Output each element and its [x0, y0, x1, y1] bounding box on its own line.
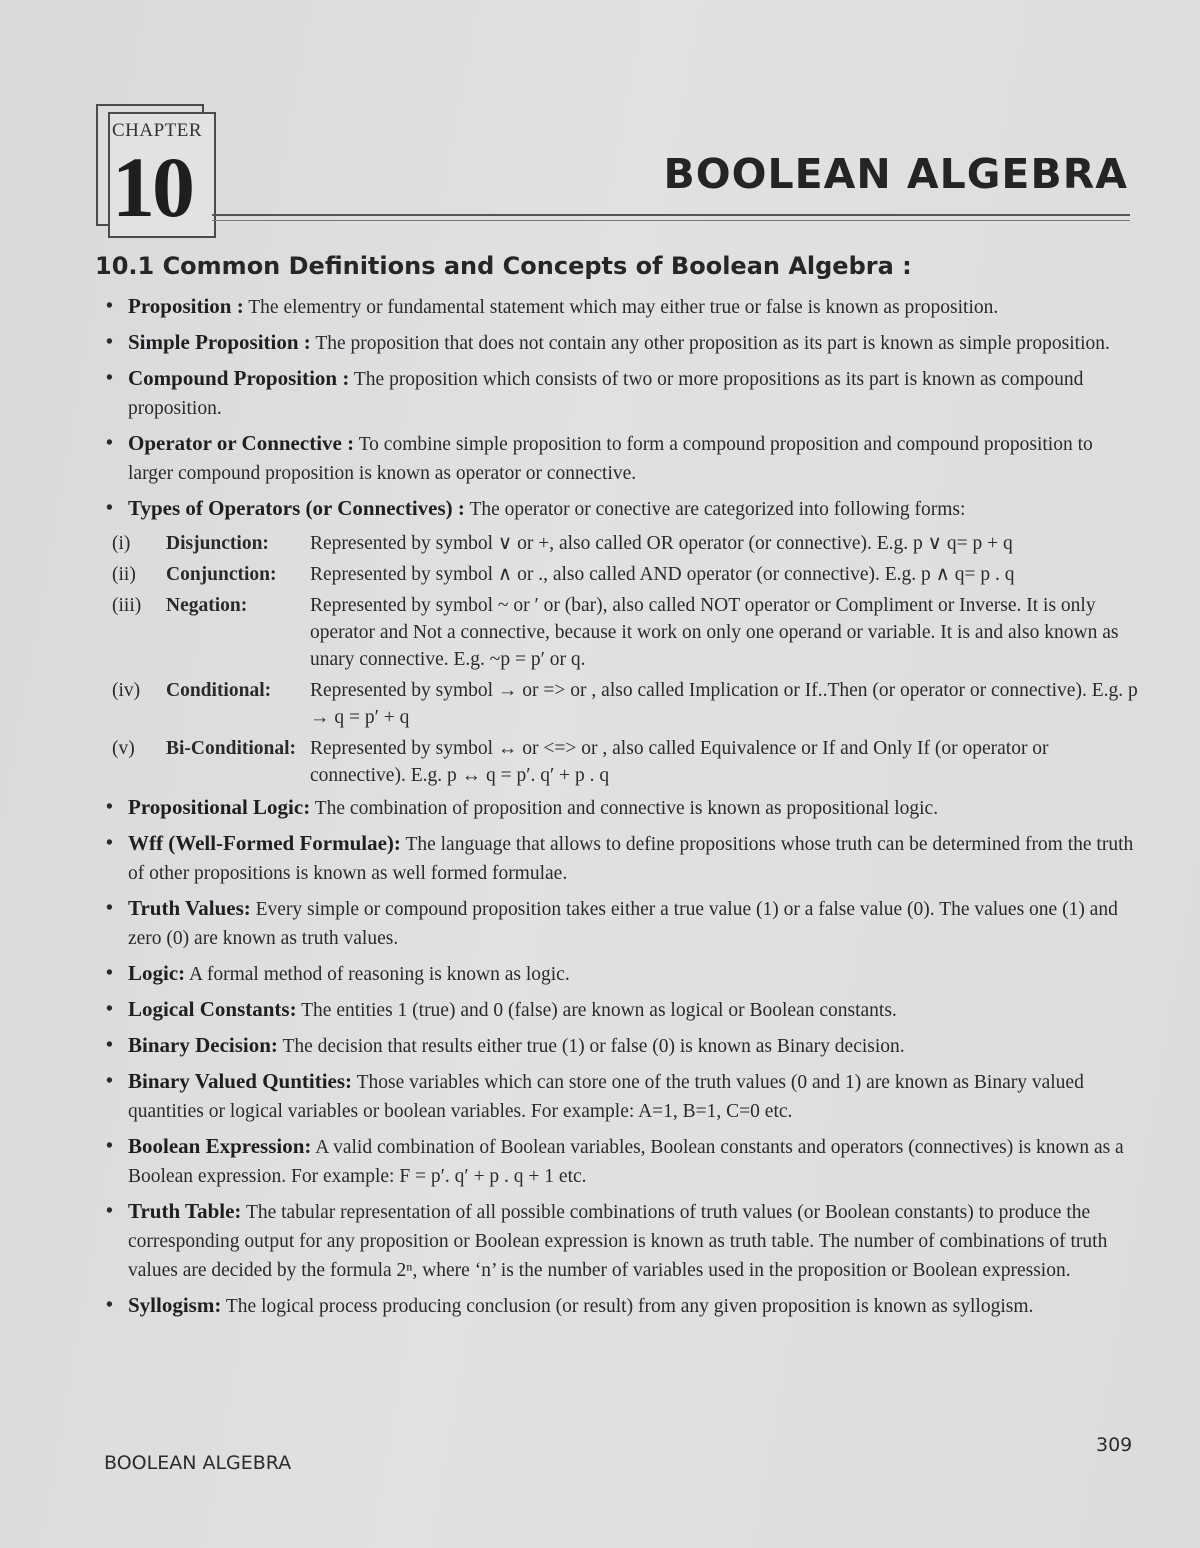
list-item — [100, 292, 1140, 322]
item-term: Compound Proposition : — [128, 366, 350, 390]
item-term: Types of Operators (or Connectives) : — [128, 496, 465, 520]
item-term: Logic: — [128, 961, 186, 985]
operator-number: (ii) — [112, 564, 136, 585]
operator-number: (v) — [112, 738, 135, 759]
item-term: Syllogism: — [128, 1293, 222, 1317]
operator-text: Represented by symbol ∨ or +, also called OR operator (or connective). E.g. p ∨ q= p + q — [310, 533, 1013, 554]
item-text: The decision that results either true (1) or false (0) is known as Binary decision. — [282, 1036, 905, 1057]
item-text: The proposition which consists of two or more propositions as its part is known as compound proposition. — [128, 369, 1084, 419]
operator-name: Conjunction: — [166, 564, 277, 585]
item-term: Truth Table: — [128, 1199, 242, 1223]
list-item — [100, 328, 1140, 358]
item-text: To combine simple proposition to form a compound proposition and compound proposition to larger compound proposition is known as operator or connective. — [128, 434, 1093, 484]
item-term: Proposition : — [128, 294, 244, 318]
item-term: Boolean Expression: — [128, 1134, 312, 1158]
operator-name: Bi-Conditional: — [166, 738, 297, 759]
operator-name: Negation: — [166, 595, 248, 616]
item-text: The tabular representation of all possible combinations of truth values (or Boolean constants) to produce the corresponding output for any proposition or Boolean expression is known as truth table. The number of combinations of truth values are decided by the formula 2ⁿ, where ‘n’ is the number of variables used in the proposition or Boolean expression. — [128, 1202, 1108, 1281]
chapter-number: 10 — [112, 139, 192, 235]
operator-text: Represented by symbol ↔ or <=> or , also called Equivalence or If and Only If (or operator or connective). E.g. p ↔ q = p′. q′ + p . q — [310, 738, 1049, 786]
operator-number: (i) — [112, 533, 131, 554]
list-item — [100, 1291, 1140, 1321]
definitions-list — [100, 292, 1140, 1327]
list-item — [100, 429, 1140, 488]
list-item — [100, 959, 1140, 989]
operator-item — [100, 561, 1140, 588]
operator-name: Disjunction: — [166, 533, 269, 554]
item-text: The language that allows to define propositions whose truth can be determined from the truth of other propositions is known as well formed formulae. — [128, 834, 1134, 884]
operator-text: Represented by symbol ∧ or ., also called AND operator (or connective). E.g. p ∧ q= p . q — [310, 564, 1015, 585]
list-item — [100, 894, 1140, 953]
item-text: The logical process producing conclusion (or result) from any given proposition is known as syllogism. — [225, 1296, 1034, 1317]
item-term: Binary Valued Quntities: — [128, 1069, 353, 1093]
item-text: The proposition that does not contain any other proposition as its part is known as simple proposition. — [315, 333, 1110, 354]
item-text: Every simple or compound proposition takes either a true value (1) or a false value (0). The values one (1) and zero (0) are known as truth values. — [128, 899, 1118, 949]
item-term: Truth Values: — [128, 896, 251, 920]
item-text: The entities 1 (true) and 0 (false) are known as logical or Boolean constants. — [301, 1000, 897, 1021]
list-item — [100, 1067, 1140, 1126]
operator-item — [100, 530, 1140, 557]
item-term: Operator or Connective : — [128, 431, 355, 455]
list-item — [100, 1031, 1140, 1061]
list-item — [100, 1132, 1140, 1191]
item-text: The operator or conective are categorized into following forms: — [469, 499, 966, 520]
item-text: Those variables which can store one of the truth values (0 and 1) are known as Binary valued quantities or logical variables or boolean variables. For example: A=1, B=1, C=0 etc. — [128, 1072, 1084, 1122]
item-term: Logical Constants: — [128, 997, 297, 1021]
list-item — [100, 364, 1140, 423]
operator-number: (iv) — [112, 680, 141, 701]
operator-item — [100, 735, 1140, 789]
item-term: Wff (Well-Formed Formulae): — [128, 831, 401, 855]
operator-item — [100, 592, 1140, 673]
operator-item — [100, 677, 1140, 731]
item-text: A formal method of reasoning is known as logic. — [188, 964, 570, 985]
list-item — [100, 793, 1140, 823]
section-heading: 10.1 Common Definitions and Concepts of Boolean Algebra : — [95, 252, 912, 280]
list-item — [100, 995, 1140, 1025]
operator-number: (iii) — [112, 595, 142, 616]
item-text: A valid combination of Boolean variables, Boolean constants and operators (connectives) is known as a Boolean expression. For example: F = p′. q′ + p . q + 1 etc. — [128, 1137, 1124, 1187]
item-term: Binary Decision: — [128, 1033, 278, 1057]
item-term: Propositional Logic: — [128, 795, 311, 819]
title-rule-thin — [212, 220, 1130, 221]
item-term: Simple Proposition : — [128, 330, 311, 354]
operator-text: Represented by symbol ~ or ′ or (bar), also called NOT operator or Compliment or Inverse. It is only operator and Not a connective, because it work on only one operand or variable. It is and also known as unary connective. E.g. ~p = p′ or q. — [310, 595, 1119, 670]
page-title: BOOLEAN ALGEBRA — [663, 150, 1128, 198]
footer-chapter-title: BOOLEAN ALGEBRA — [104, 1452, 292, 1474]
item-text: The elementry or fundamental statement which may either true or false is known as proposition. — [248, 297, 999, 318]
list-item — [100, 829, 1140, 888]
operator-text: Represented by symbol → or => or , also called Implication or If..Then (or operator or connective). E.g. p → q = p′ + q — [310, 680, 1138, 728]
item-text: The combination of proposition and connective is known as propositional logic. — [314, 798, 939, 819]
page-number: 309 — [1096, 1434, 1133, 1456]
list-item — [100, 494, 1140, 524]
chapter-label: CHAPTER — [112, 120, 203, 141]
title-rule — [212, 214, 1130, 216]
operator-name: Conditional: — [166, 680, 272, 701]
list-item — [100, 1197, 1140, 1285]
